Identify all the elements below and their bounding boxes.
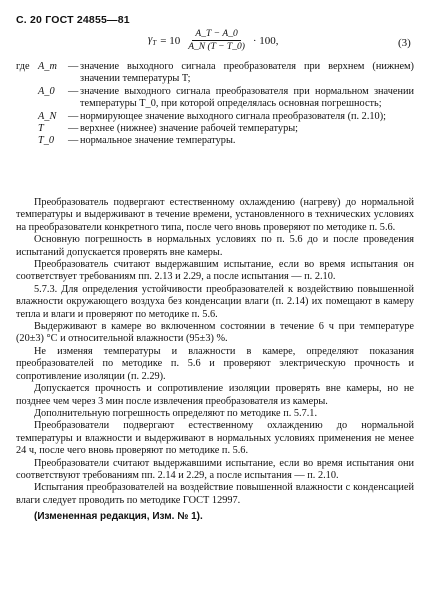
definition-item — [16, 86, 414, 111]
definition-text: нормирующее значение выходного сигнала преобразователя (п. 2.10); — [80, 110, 386, 122]
definition-item — [16, 123, 414, 135]
paragraph: Преобразователь подвергают естественному охлаждению (нагреву) до нормальной температуры и выдерживают в течение времени, установленного в технических условиях на преобразователи конкретного типа, после чего вновь проверяют по методике п. 5.6. — [16, 197, 414, 233]
formula-denominator: A_N (T − T_0) — [188, 42, 245, 52]
definition-dash: — — [68, 85, 79, 97]
paragraph: Испытания преобразователей на воздействие повышенной влажности с конденсацией влаги следует проводить по методике ГОСТ 12997. — [16, 482, 414, 506]
formula-gamma: γ — [148, 33, 153, 46]
definition-dash: — — [68, 123, 79, 135]
definition-symbol: A_N — [38, 110, 57, 122]
formula-numerator: A_Т − A_0 — [192, 29, 240, 41]
definition-item — [16, 111, 414, 123]
formula-tail: · 100, — [252, 34, 279, 47]
paragraph: Выдерживают в камере во включенном состоянии в течение 6 ч при температуре (20±3) °С и относительной влажности (95±3) %. — [16, 321, 414, 345]
paragraph: Не изменяя температуры и влажности в камере, определяют показания преобразователей по методике п. 5.6 и проверяют электрическую прочность и сопротивление изоляции (п. 2.29). — [16, 345, 414, 382]
definition-dash: — — [68, 135, 79, 147]
paragraph: Преобразователи подвергают естественному охлаждению до нормальной температуры и влажности и выдерживают в нормальных условиях применения не менее 24 ч, после чего вновь проверяют по методике п. 5.6. — [16, 420, 414, 457]
formula-lhs — [148, 33, 156, 47]
paragraph: Преобразователь считают выдержавшим испытание, если во время испытания он соответствует требованиям пп. 2.13 и 2.29, а после испытания — п. 2.10. — [16, 259, 414, 283]
equation-number: (3) — [398, 37, 411, 49]
paragraph: Допускается прочность и сопротивление изоляции проверять вне камеры, но не позднее чем через 3 мин после извлечения преобразователя из камеры. — [16, 383, 414, 407]
definitions-list — [16, 61, 414, 148]
definition-symbol: T_0 — [38, 135, 55, 147]
definition-text: значение выходного сигнала преобразователя при нормальном значении температуры T_0, при которой определялась основная погрешность; — [80, 85, 414, 110]
formula-3 — [148, 29, 279, 52]
formula-fraction — [185, 29, 248, 52]
paragraph: Основную погрешность в нормальных условиях по п. 5.6 до и после проведения испытаний допускается проверять вне камеры. — [16, 234, 414, 258]
formula-gamma-sub: Т — [152, 39, 157, 48]
definition-dash: — — [68, 61, 79, 72]
definition-text: верхнее (нижнее) значение рабочей температуры; — [80, 123, 298, 135]
paragraph: 5.7.3. Для определения устойчивости преобразователей к воздействию повышенной влажности окружающего воздуха без конденсации влаги (п. 2.14) их помещают в камеру тепла и влаги и проверяют по методике п. 5.6. — [16, 283, 414, 320]
definition-item — [16, 135, 414, 147]
body-text — [16, 197, 414, 524]
definition-text: нормальное значение температуры. — [80, 135, 236, 147]
formula-eq: = 10 — [160, 34, 181, 47]
definition-symbol: A_т — [38, 61, 57, 72]
revision-note: (Измененная редакция, Изм. № 1). — [34, 511, 203, 523]
definition-symbol: A_0 — [38, 85, 55, 97]
definition-symbol: T — [38, 123, 44, 135]
definition-item — [16, 61, 414, 86]
definition-text: значение выходного сигнала преобразователя при верхнем (нижнем) значении температуры T; — [80, 61, 414, 85]
definition-dash: — — [68, 110, 79, 122]
paragraph: Дополнительную погрешность определяют по методике п. 5.7.1. — [34, 407, 318, 419]
paragraph: Преобразователи считают выдержавшими испытание, если во время испытания они соответствуют требованиям пп. 2.14 и 2.29, а после испытания — п. 2.10. — [16, 457, 414, 481]
page-header: С. 20 ГОСТ 24855—81 — [16, 14, 130, 26]
where-label: где — [16, 61, 30, 72]
